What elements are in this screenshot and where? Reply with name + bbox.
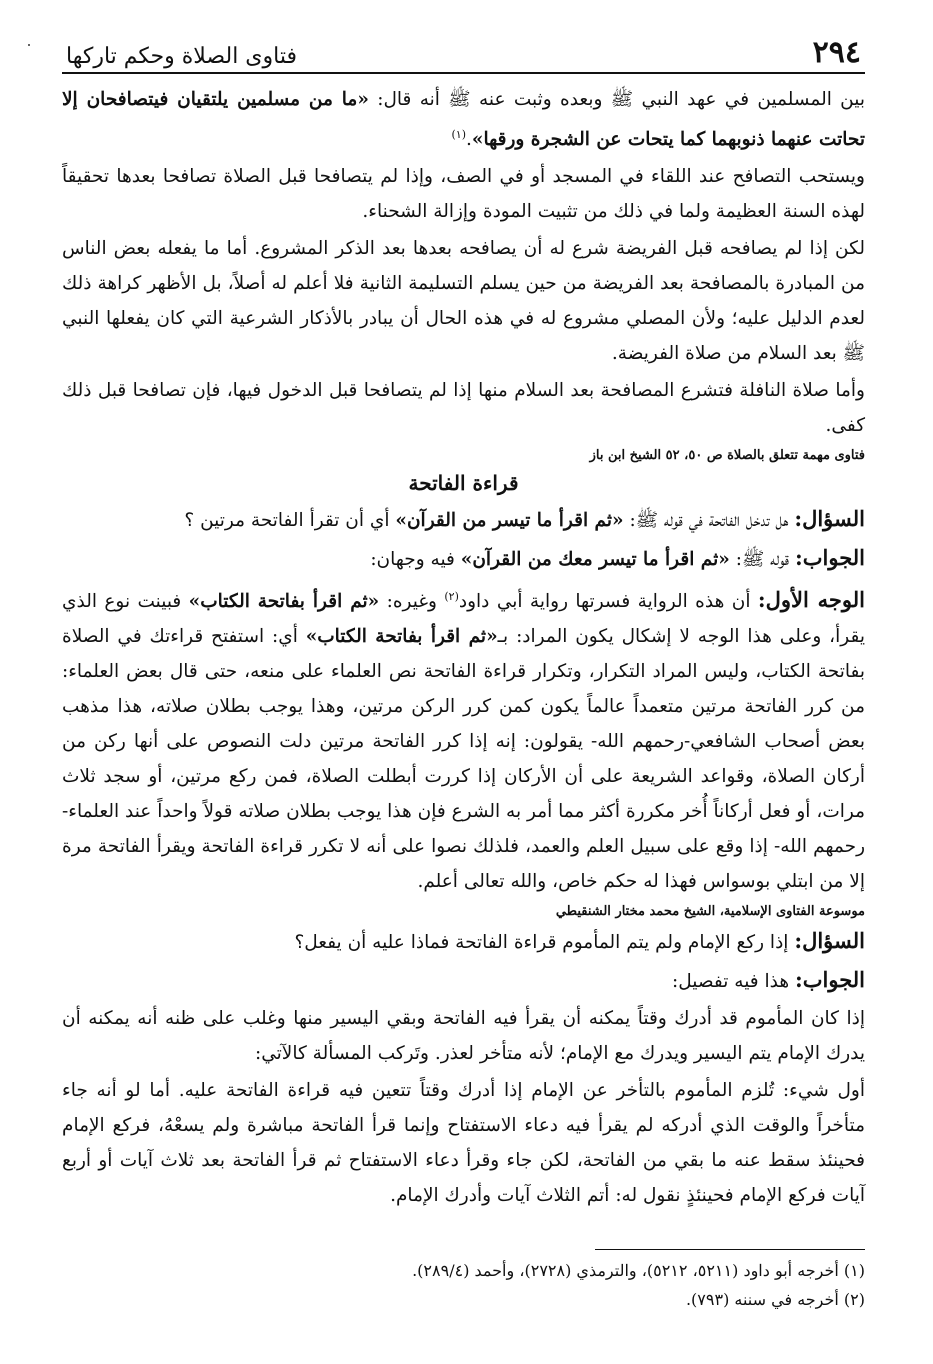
- answer-label: الجواب:: [795, 545, 865, 571]
- paragraph-after-fard: لكن إذا لم يصافحه قبل الفريضة شرع له أن يصافحه بعدها بعد الذكر المشروع. أما ما يفعله بعض الناس من المبادرة بالمصافحة بعد الفريضة من حين يسلم التسليمة الثانية فلا أعلم له أصلاً، بل الأظهر كراهة ذلك لعدم الدليل عليه؛ ولأن المصلي مشروع له في هذه الحال أن يبادر بالأذكار الشرعية التي كان يفعلها النبي ﷺ بعد السلام من صلاة الفريضة.: [62, 238, 865, 365]
- paragraph-hadith-handshake: بين المسلمين في عهد النبي ﷺ وبعده وثبت عنه ﷺ أنه قال: «ما من مسلمين يلتقيان فيتصافحان إلا تحاتت عنهما ذنوبهما كما يتحات عن الشجرة ورقها».$^{(١)}$: [62, 89, 865, 151]
- page-number: ٢٩٤: [812, 35, 861, 70]
- section-title: قراءة الفاتحة: [408, 471, 519, 496]
- source-citation-shinqiti: موسوعة الفتاوى الإسلامية، الشيخ محمد مختار الشنقيطي: [555, 904, 865, 920]
- answer-1: الجواب: قوله ﷺ: «ثم اقرأ ما تيسر معك من القرآن» فيه وجهان:: [370, 545, 865, 571]
- answer-label: الجواب:: [795, 967, 865, 993]
- scan-speck: [28, 44, 30, 46]
- answer-2: الجواب: هذا فيه تفصيل:: [672, 967, 865, 993]
- question-1: السؤال: هل تدخل الفاتحة في قوله ﷺ: «ثم اقرأ ما تيسر من القرآن» أي أن تقرأ الفاتحة مرتين ؟: [184, 506, 865, 532]
- book-page: [62, 22, 865, 1364]
- source-citation-ibn-baz: فتاوى مهمة تتعلق بالصلاة ص ٥٠، ٥٢ الشيخ ابن باز: [589, 448, 865, 464]
- footnote-2: (٢) أخرجه في سننه (٧٩٣).: [685, 1290, 865, 1310]
- footnote-ref-1: (١): [451, 128, 466, 141]
- running-title: فتاوى الصلاة وحكم تاركها: [66, 44, 298, 69]
- question-2: السؤال: إذا ركع الإمام ولم يتم المأموم قراءة الفاتحة فماذا عليه أن يفعل؟: [294, 928, 865, 954]
- paragraph-recommend-handshake: ويستحب التصافح عند اللقاء في المسجد أو في الصف، وإذا لم يتصافحا قبل الصلاة تصافحا بعدها تحقيقاً لهذه السنة العظيمة ولما في ذلك من تثبيت المودة وإزالة الشحناء.: [62, 166, 865, 223]
- page-header: [62, 22, 865, 74]
- hadith-quote: «ما من مسلمين يلتقيان فيتصافحان إلا تحاتت عنهما ذنوبهما كما يتحات عن الشجرة ورقها»: [62, 89, 865, 151]
- page-body: [62, 82, 865, 1314]
- question-label: السؤال:: [794, 506, 865, 532]
- paragraph-first-aspect: الوجه الأول: أن هذه الرواية فسرتها رواية أبي داود$^{(٢)}$ وغيره: «ثم اقرأ بفاتحة الكتاب» فبينت نوع الذي يقرأ، وعلى هذا الوجه لا إشكال يكون المراد: بـ«ثم اقرأ بفاتحة الكتاب» أي: استفتح قراءتك في الصلاة بفاتحة الكتاب، وليس المراد التكرار، وتكرار قراءة الفاتحة نص العلماء على منعه، حتى قال بعض العلماء: من كرر الفاتحة مرتين متعمداً عالماً يكون كمن كرر الركن مرتين، وهذا يوجب بطلان صلاته، هذا مذهب بعض أصحاب الشافعي-رحمهم الله- يقولون: إنه إذا كرر الفاتحة مرتين دلت النصوص على أنها ركن من أركان الصلاة، وقواعد الشريعة على أن الأركان إذا كررت أبطلت الصلاة، فمن ركع مرتين، أو سجد ثلاث مرات، أو فعل أركاناً أُخر مكررة أكثر مما أمر به الشرع فإن هذا يوجب بطلان صلاته قولاً واحداً عند العلماء-رحمهم الله- إذا وقع على سبيل العلم والعمد، فلذلك نصوا على أنه لا تكرر قراءة الفاتحة ويقرأ الفاتحة مرة إلا من ابتلي بوسواس فهذا له حكم خاص، والله تعالى أعلم.: [62, 587, 865, 893]
- footnote-1: (١) أخرجه أبو داود (٥٢١١، ٥٢١٢)، والترمذي (٢٧٢٨)، وأحمد (٢٨٩/٤).: [412, 1261, 865, 1281]
- question-label: السؤال:: [794, 928, 865, 954]
- first-aspect-label: الوجه الأول:: [757, 587, 865, 613]
- paragraph-mamum: إذا كان المأموم قد أدرك وقتاً يمكنه أن يقرأ فيه الفاتحة وبقي اليسير منها وغلب على ظنه أنه يمكنه أن يدرك الإمام يتم اليسير ويدرك مع الإمام؛ لأنه متأخر لعذر. وتَركب المسألة كالآتي:: [62, 1008, 865, 1065]
- paragraph-nafila: وأما صلاة النافلة فتشرع المصافحة بعد السلام منها إذا لم يتصافحا قبل الدخول فيها، فإن تصافحا قبل ذلك كفى.: [62, 380, 865, 437]
- paragraph-first-thing: أول شيء: تُلزم المأموم بالتأخر عن الإمام إذا أدرك وقتاً تتعين فيه قراءة الفاتحة عليه. أما لو أنه جاء متأخراً والوقت الذي أدركه لم يقرأ فيه دعاء الاستفتاح وإنما قرأ الفاتحة مباشرة ولم يسعْهُ، فركع الإمام فحينئذ سقط عنه ما بقي من الفاتحة، لكن جاء وقرأ دعاء الاستفتاح ثم قرأ الفاتحة بعد ثلاث آيات أو أربع آيات فركع الإمام فحينئذٍ نقول له: أتم الثلاث آيات وأدرك الإمام.: [62, 1080, 865, 1207]
- footnote-ref-2: (٢): [444, 590, 459, 604]
- footnote-separator: [595, 1249, 865, 1250]
